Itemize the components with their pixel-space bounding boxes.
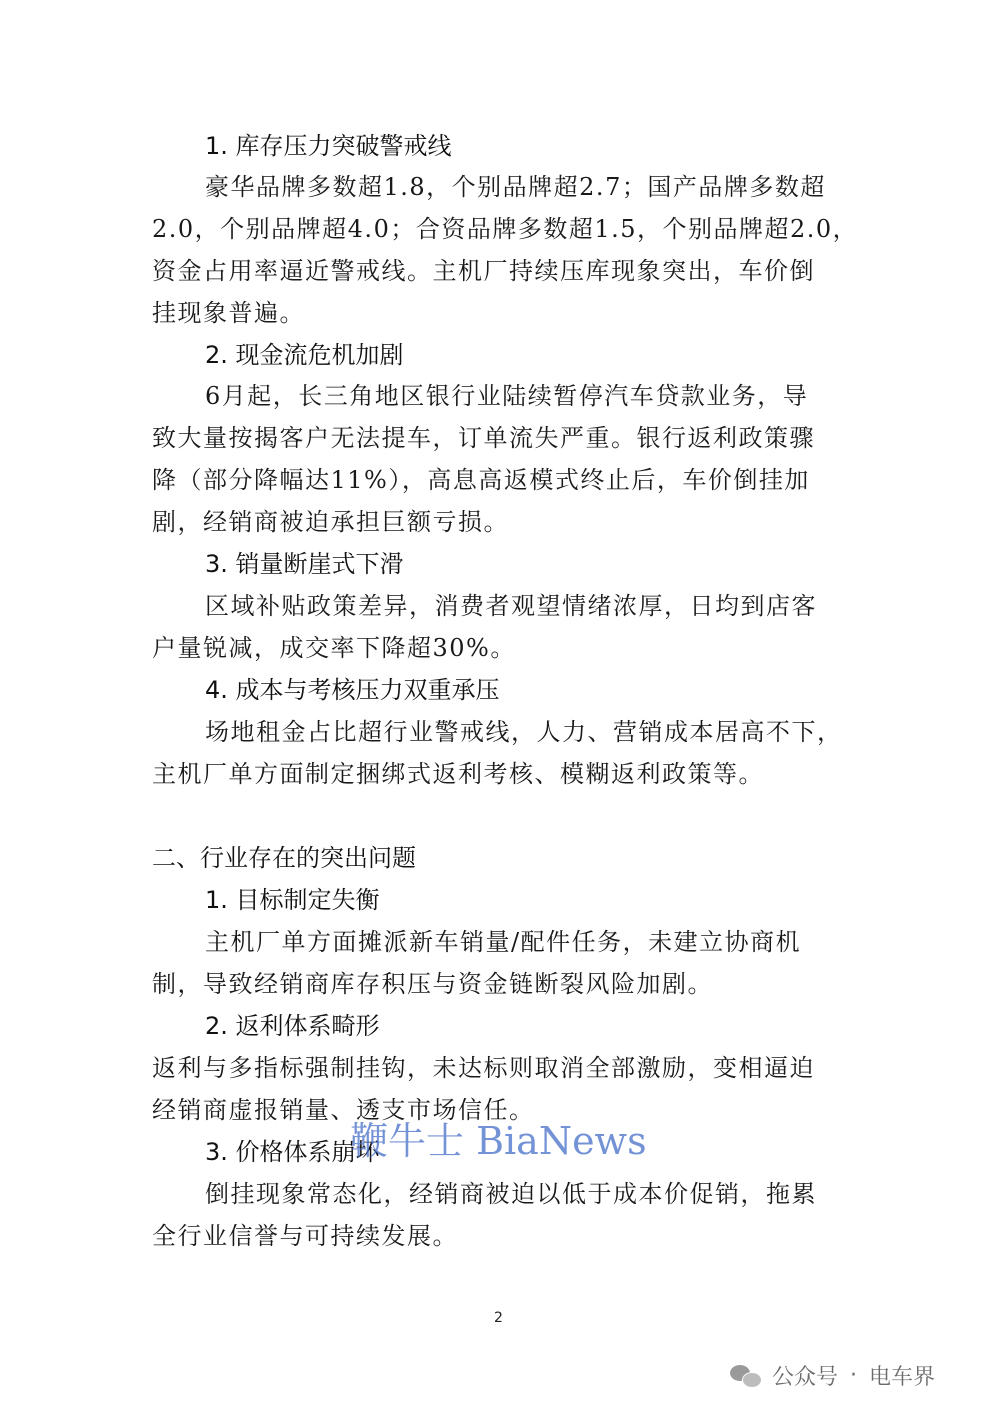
paragraph-line: 制，导致经销商库存积压与资金链断裂风险加剧。 xyxy=(152,970,713,998)
paragraph-line: 主机厂单方面制定捆绑式返利考核、模糊返利政策等。 xyxy=(152,760,764,788)
heading-rebate-system: 2. 返利体系畸形 xyxy=(205,1012,380,1040)
paragraph-line: 区域补贴政策差异，消费者观望情绪浓厚，日均到店客 xyxy=(205,592,817,620)
paragraph-line: 倒挂现象常态化，经销商被迫以低于成本价促销，拖累 xyxy=(205,1180,817,1208)
heading-cashflow-crisis: 2. 现金流危机加剧 xyxy=(205,341,404,369)
paragraph-line: 返利与多指标强制挂钩，未达标则取消全部激励，变相逼迫 xyxy=(152,1054,815,1082)
paragraph-line: 经销商虚报销量、透支市场信任。 xyxy=(152,1096,535,1124)
paragraph-line: 场地租金占比超行业警戒线，人力、营销成本居高不下， xyxy=(205,718,843,746)
footer-prefix: 公众号 xyxy=(772,1365,839,1390)
paragraph-line: 致大量按揭客户无法提车，订单流失严重。银行返利政策骤 xyxy=(152,424,815,452)
watermark-logo: 鞭牛士 BiaNews xyxy=(350,1119,647,1163)
heading-sales-decline: 3. 销量断崖式下滑 xyxy=(205,550,404,578)
footer-account xyxy=(730,1360,935,1391)
paragraph-line: 户量锐减，成交率下降超30%。 xyxy=(152,634,516,662)
paragraph-line: 剧，经销商被迫承担巨额亏损。 xyxy=(152,508,509,536)
footer-separator: · xyxy=(850,1363,858,1388)
paragraph-line: 降（部分降幅达11%），高息高返模式终止后，车价倒挂加 xyxy=(152,466,810,494)
paragraph-line: 6月起，长三角地区银行业陆续暂停汽车贷款业务，导 xyxy=(205,382,809,410)
heading-target-imbalance: 1. 目标制定失衡 xyxy=(205,886,380,914)
page-number: 2 xyxy=(494,1310,503,1326)
heading-price-system: 3. 价格体系崩坏 xyxy=(205,1138,380,1166)
footer-account-name: 电车界 xyxy=(869,1365,936,1390)
heading-inventory-pressure: 1. 库存压力突破警戒线 xyxy=(205,132,452,160)
paragraph-line: 主机厂单方面摊派新车销量/配件任务，未建立协商机 xyxy=(205,928,802,956)
section-heading-problems: 二、行业存在的突出问题 xyxy=(152,844,416,872)
paragraph-line: 全行业信誉与可持续发展。 xyxy=(152,1222,458,1250)
wechat-icon xyxy=(730,1363,764,1389)
paragraph-line: 2.0，个别品牌超4.0；合资品牌多数超1.5，个别品牌超2.0， xyxy=(152,215,859,243)
heading-cost-pressure: 4. 成本与考核压力双重承压 xyxy=(205,676,500,704)
paragraph-line: 资金占用率逼近警戒线。主机厂持续压库现象突出，车价倒 xyxy=(152,257,815,285)
paragraph-line: 挂现象普遍。 xyxy=(152,299,305,327)
paragraph-line: 豪华品牌多数超1.8，个别品牌超2.7；国产品牌多数超 xyxy=(205,173,826,201)
